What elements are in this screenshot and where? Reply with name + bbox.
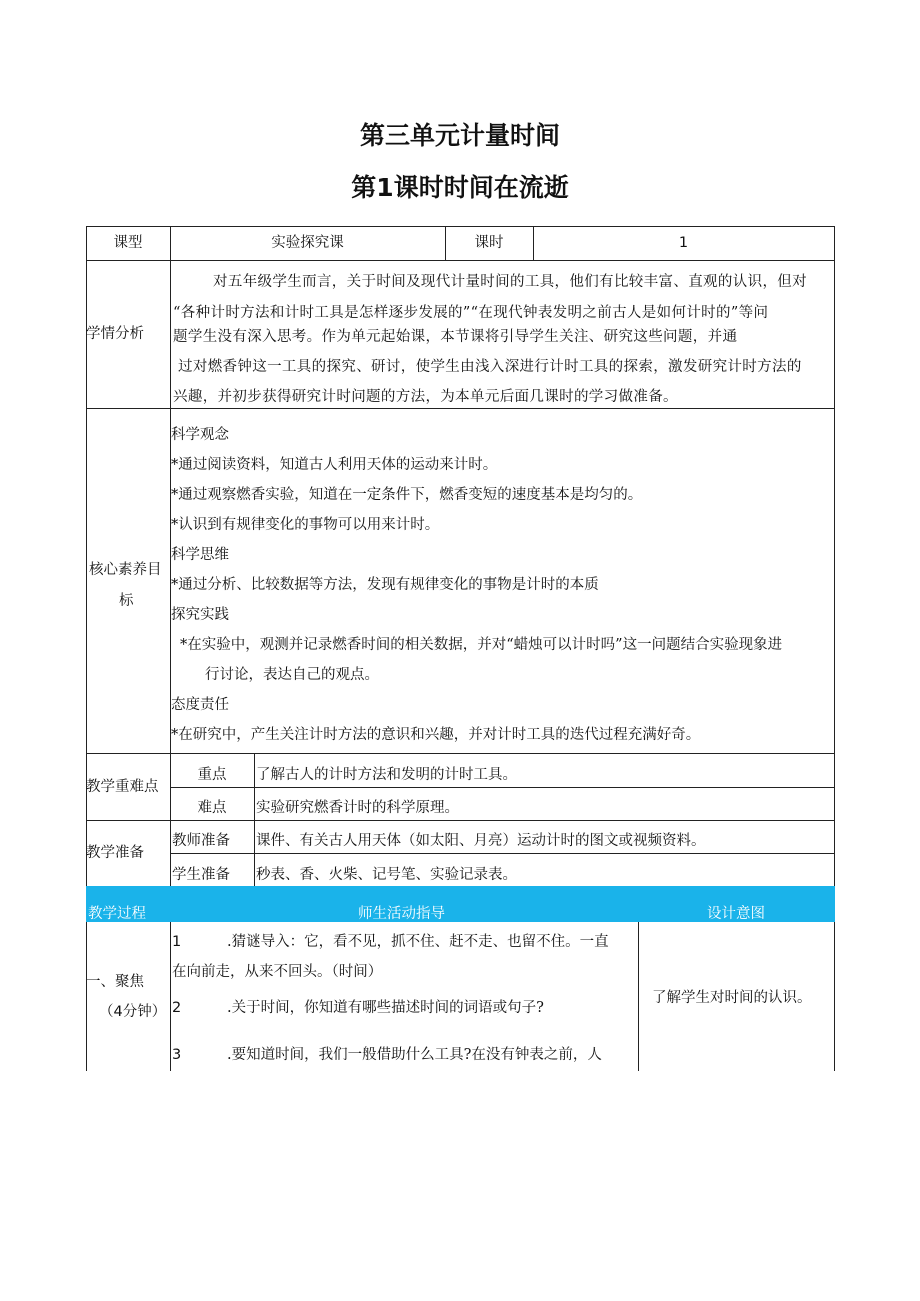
process-col-activity: 师生活动指导	[358, 906, 445, 922]
goal-heading: 探究实践	[171, 607, 229, 623]
difficulty-label: 难点	[197, 800, 227, 816]
step-text: .猜谜导入：它，看不见，抓不住、赶不走、也留不住。一直	[227, 934, 609, 950]
lesson-hours-label: 课时	[474, 235, 504, 251]
step-text: .要知道时间，我们一般借助什么工具?在没有钟表之前，人	[227, 1047, 602, 1063]
teacher-prep-value: 课件、有关古人用天体（如太阳、月亮）运动计时的图文或视频资料。	[256, 833, 706, 849]
analysis-line: 兴趣，并初步获得研究计时问题的方法，为本单元后面几课时的学习做准备。	[173, 389, 678, 405]
goal-heading: 科学观念	[171, 427, 229, 443]
goal-item: *认识到有规律变化的事物可以用来计时。	[171, 517, 440, 533]
step-number: 3	[172, 1047, 182, 1063]
student-prep-value: 秒表、香、火柴、记号笔、实验记录表。	[256, 867, 517, 883]
step-text: .关于时间，你知道有哪些描述时间的词语或句子?	[227, 1000, 544, 1016]
goal-item: 行讨论，表达自己的观点。	[205, 667, 379, 683]
step-number: 2	[172, 1000, 182, 1016]
goal-item: *在研究中，产生关注计时方法的意识和兴趣，并对计时工具的迭代过程充满好奇。	[171, 727, 701, 743]
goals-label: 核心素养目	[89, 562, 162, 578]
analysis-label: 学情分析	[86, 326, 144, 342]
stage-time: （4分钟）	[99, 1004, 167, 1020]
goals-label-cont: 标	[119, 593, 134, 609]
analysis-line: 对五年级学生而言，关于时间及现代计量时间的工具，他们有比较丰富、直观的认识，但对	[213, 274, 807, 290]
goal-item: *通过观察燃香实验，知道在一定条件下，燃香变短的速度基本是均匀的。	[171, 487, 643, 503]
process-col-intent: 设计意图	[707, 906, 765, 922]
focus-value: 了解古人的计时方法和发明的计时工具。	[256, 767, 517, 783]
design-intent: 了解学生对时间的认识。	[652, 990, 812, 1006]
step-number: 1	[172, 934, 182, 950]
difficulty-value: 实验研究燃香计时的科学原理。	[256, 800, 459, 816]
goal-item: *通过阅读资料，知道古人利用天体的运动来计时。	[171, 457, 498, 473]
analysis-line: “各种计时方法和计时工具是怎样逐步发展的”“在现代钟表发明之前古人是如何计时的”等问	[173, 305, 769, 321]
prep-label: 教学准备	[86, 845, 144, 861]
keypoints-label: 教学重难点	[86, 779, 159, 795]
lesson-hours-value: 1	[678, 235, 689, 251]
lesson-title: 第1课时时间在流逝	[351, 173, 569, 202]
teacher-prep-label: 教师准备	[172, 833, 230, 849]
lesson-type-value: 实验探究课	[271, 235, 344, 251]
lesson-type-label: 课型	[113, 235, 143, 251]
focus-label: 重点	[197, 767, 227, 783]
goal-item: *通过分析、比较数据等方法，发现有规律变化的事物是计时的本质	[171, 577, 599, 593]
unit-title: 第三单元计量时间	[359, 121, 560, 150]
goal-heading: 科学思维	[171, 547, 229, 563]
stage-name: 一、聚焦	[86, 974, 144, 990]
analysis-line: 过对燃香钟这一工具的探究、研讨，使学生由浅入深进行计时工具的探索，激发研究计时方法的	[178, 359, 802, 375]
student-prep-label: 学生准备	[172, 867, 230, 883]
goal-heading: 态度责任	[171, 697, 229, 713]
process-col-stage: 教学过程	[88, 906, 146, 922]
step-text-cont: 在向前走，从来不回头。（时间）	[172, 964, 383, 980]
goal-item: *在实验中，观测并记录燃香时间的相关数据，并对“蜡烛可以计时吗”这一问题结合实验现象进	[180, 637, 783, 653]
analysis-line: 题学生没有深入思考。作为单元起始课，本节课将引导学生关注、研究这些问题，并通	[173, 329, 738, 345]
